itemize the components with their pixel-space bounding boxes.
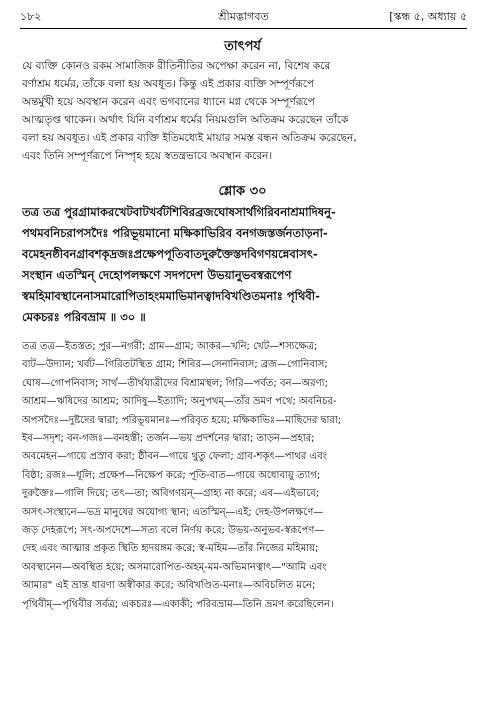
purport-line: আত্মতৃপ্ত থাকেন। অর্থাৎ যিনি বর্ণাশ্রম ধর্মের নিয়মগুলি অতিক্রম করেছেন তাঁকে <box>22 114 349 126</box>
purport-line: বর্ণাশ্রম ধর্মের, তাঁকে বলা হয় অবধূত। কিন্তু এই প্রকার ব্যক্তি সম্পূর্ণরূপে <box>22 78 315 90</box>
purport-line: যে ব্যক্তি কোনও রকম সামাজিক রীতিনীতির অপেক্ষা করেন না, বিশেষ করে <box>22 60 331 72</box>
synonym-line: ঘোষ—গোপনিবাস; সার্থ—তীর্থযাত্রীদের বিশ্রামস্থল; গিরি—পর্বত; বন—অরণ্য; <box>22 377 328 389</box>
synonyms-text <box>22 338 467 614</box>
synonym-line: পৃথিবীম্—পৃথিবীর সর্বত্র; একচরঃ—একাকী; পরিবভ্রাম—তিনি ভ্রমণ করেছিলেন। <box>22 598 334 610</box>
book-title: শ্রীমদ্ভাগবত <box>218 10 269 23</box>
purport-title: তাৎপর্য <box>224 39 261 54</box>
verse-text <box>22 202 467 328</box>
synonym-line: দেহ এবং আত্মার প্রকৃত স্থিতি হৃদয়ঙ্গম করে; স্ব-মহিম—তাঁর নিজের মহিমায়; <box>22 543 319 555</box>
synonym-line: অসৎ-সংস্থানে—ভদ্র মানুষের অযোগ্য স্থান; এতস্মিন্—এই; দেহ-উপলক্ষণে— <box>22 506 324 518</box>
synonym-line: বিষ্ঠা; রজঃ—ধূলি; প্রক্ষেপ—নিক্ষেপ করে; পূতি-বাত—গায়ে অধোবায়ু ত্যাগ; <box>22 469 321 481</box>
purport-line: এবং তিনি সম্পূর্ণরূপে নিস্পৃহ হয়ে স্বতন্ত্রভাবে অবস্থান করেন। <box>22 150 273 162</box>
synonym-line: বাট—উদ্যান; খর্বট—গিরিতটস্থিত গ্রাম; শিবির—সেনানিবাস; ব্রজ—গোনিবাস; <box>22 359 328 371</box>
synonym-line: জড় দেহরূপে; সৎ-অপদেশে—সত্য বলে নির্ণয় করে; উভয়-অনুভব-স্বরূপেণ— <box>22 525 325 537</box>
verse-line: সংস্থান এতস্মিন্ দেহোপলক্ষণে সদপদেশ উভয়ানুভবস্বরূপেণ <box>22 268 292 282</box>
verse-line: স্বমহিমাবস্থানেনাসমারোপিতাহংমমাভিমানত্বাদবিখণ্ডিতমনাঃ পৃথিবী- <box>22 289 320 303</box>
synonym-line: দুরুক্তৈঃ—গালি দিয়ে; তৎ—তা; অবিগণয়ন্—গ্রাহ্য না করে; এব—এইভাবে; <box>22 488 320 500</box>
verse-title: শ্লোক ৩০ <box>218 184 267 199</box>
synonym-line: আশ্রম—ঋষিদের আশ্রম; আদিষু—ইত্যাদি; অনুপথম্—তাঁর ভ্রমণ পথে; অবনিচর- <box>22 396 337 408</box>
synonym-line: অপসদৈঃ—দুষ্টদের দ্বারা; পরিভূয়মানঃ—পরিবৃত হয়ে; মক্ষিকাভিঃ—মাছিদের দ্বারা; <box>22 414 342 426</box>
purport-line: বলা হয় অবধূত। এই প্রকার ব্যক্তি ইতিমধ্যেই মায়ার সমস্ত বন্ধন অতিক্রম করেছেন, <box>22 132 357 144</box>
synonym-line: তত্র তত্র—ইতস্তত; পুর—নগরী; গ্রাম—গ্রাম; আকর—খনি; খেট—শস্যক্ষেত্র; <box>22 341 318 352</box>
purport-line: অন্তর্মুখী হয়ে অবস্থান করেন এবং ভগবানের ধ্যানে মগ্ন থেকে সম্পূর্ণরূপে <box>22 96 315 108</box>
verse-line: তত্র তত্র পুরগ্রামাকরখেটবাটখর্বটশিবিরব্রজঘোষসার্থগিরিবনাশ্রমাদিষনু- <box>22 205 336 219</box>
synonym-line: আমার" এই ভ্রান্ত ধারণা অস্বীকার করে; অবিখণ্ডিত-মনাঃ—অবিচলিত মনে; <box>22 580 316 592</box>
synonym-line: অবস্থানেন—অবস্থিত হয়ে; অসমারোপিত-অহম্-মম-অভিমানত্বাৎ—"আমি এবং <box>22 561 327 573</box>
verse-line: পথমবনিচরাপসদৈঃ পরিভূয়মানো মক্ষিকাভিরিব বনগজস্তর্জনতাড়না- <box>22 226 328 240</box>
verse-line: মেকচরঃ পরিবভ্রাম ॥ ৩০ ॥ <box>22 310 146 324</box>
chapter-reference: [স্কন্ধ ৫, অধ্যায় ৫ <box>389 10 467 23</box>
page-number: ১৮২ <box>20 10 42 23</box>
synonym-line: অবমেহন—গায়ে প্রস্রাব করা; ষ্ঠীবন—গায়ে থুতু ফেলা; গ্রাব-শকৃৎ—পাথর এবং <box>22 451 328 463</box>
purport-text <box>22 57 467 165</box>
synonym-line: ইব—সদৃশ; বন-গজঃ—বনহস্তী; তর্জন—ভয় প্রদর্শনের দ্বারা; তাড়ন—প্রহার; <box>22 433 315 445</box>
verse-line: বমেহনষ্ঠীবনগ্রাবশকৃদ্রজঃপ্রক্ষেপপূতিবাতদুরুক্তৈস্তদবিগণয়ন্নেবাসৎ- <box>22 247 318 261</box>
running-header <box>20 6 467 29</box>
